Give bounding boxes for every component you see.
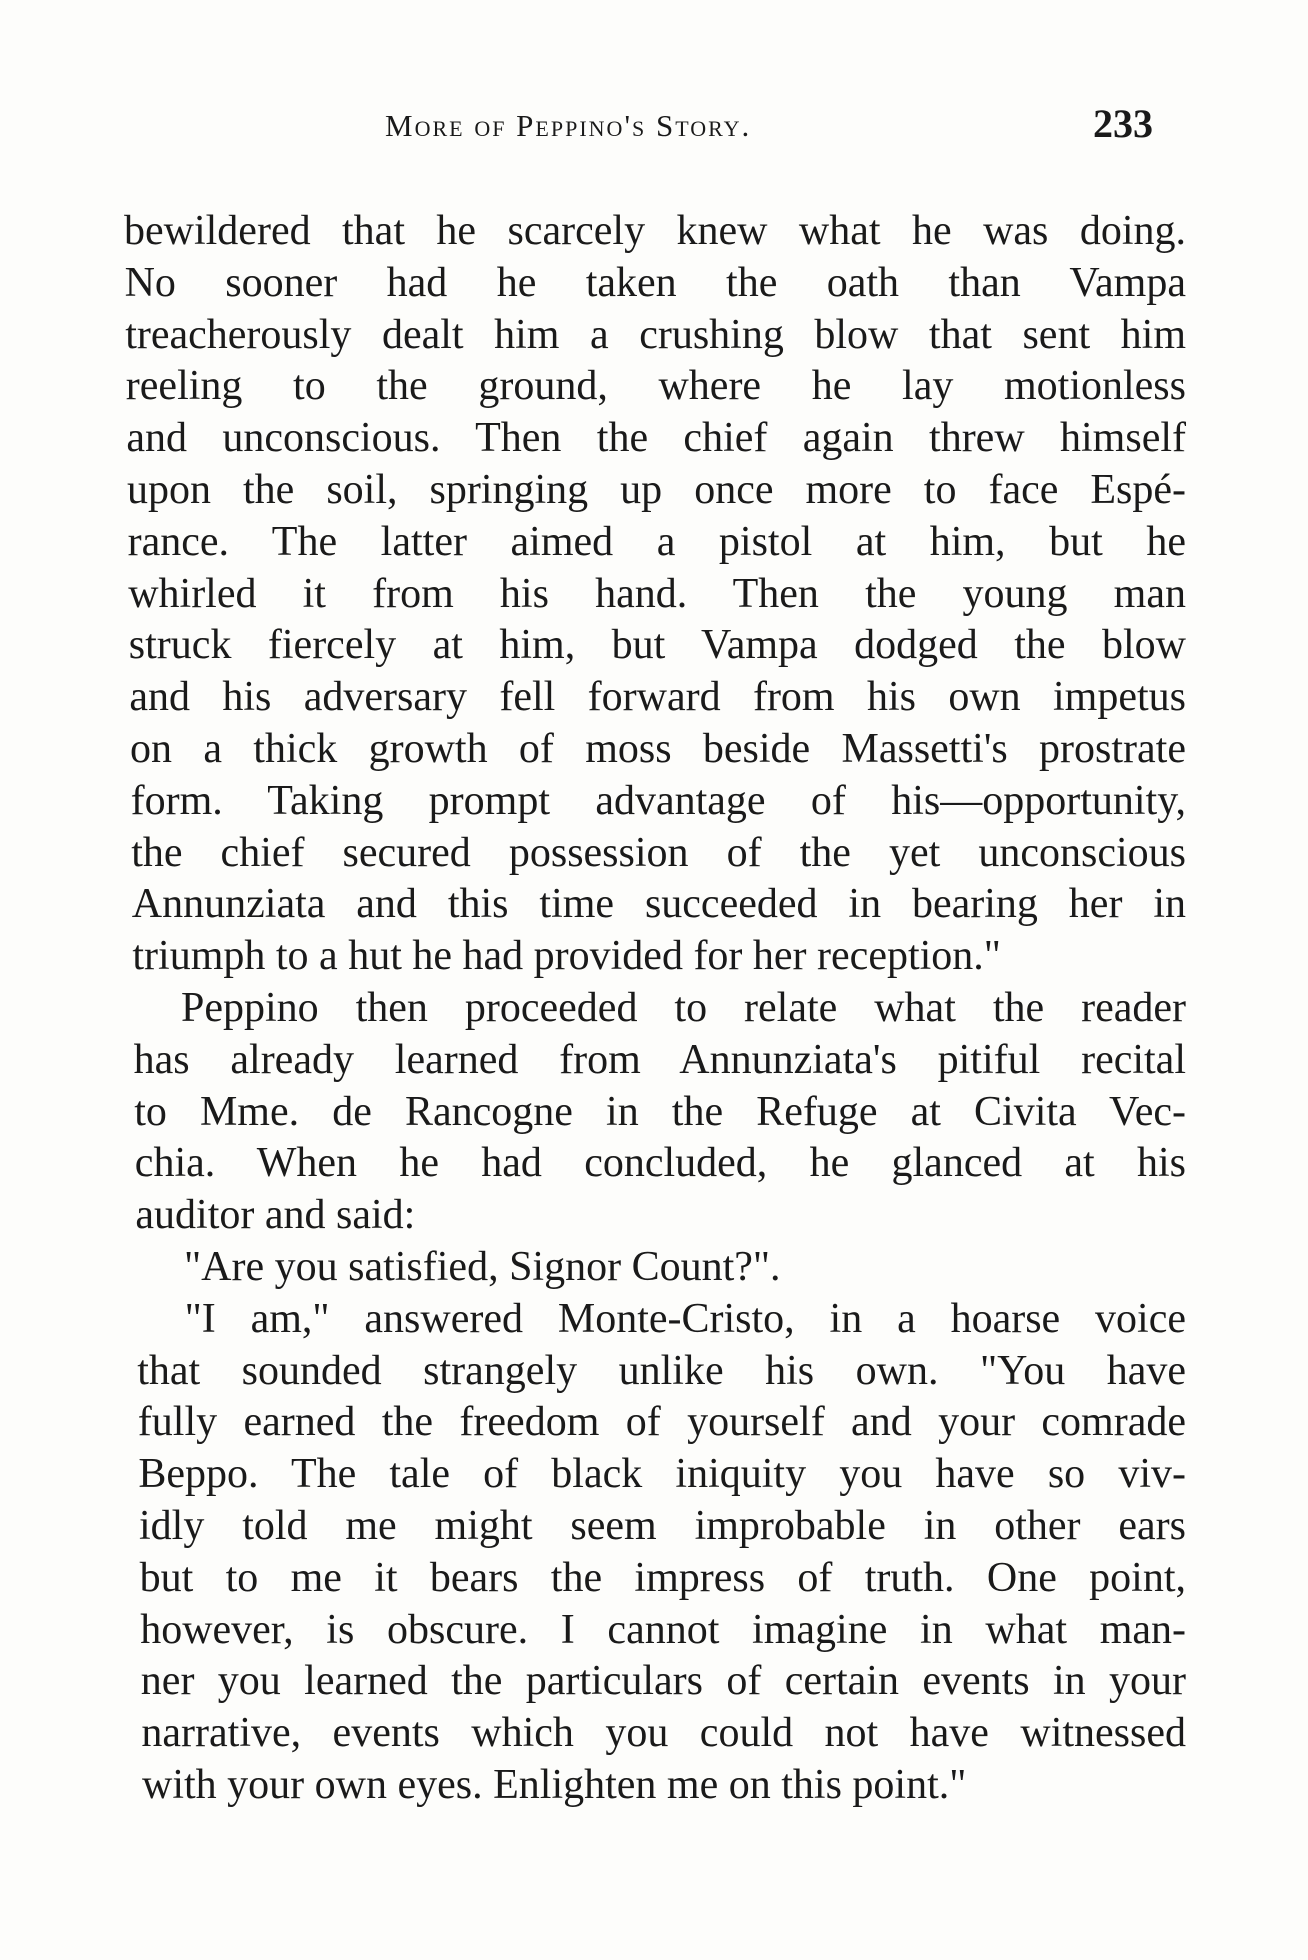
text-line: treacherously dealt him a crushing blow that sent him (125, 311, 1186, 358)
text-line: auditor and said: (135, 1192, 416, 1239)
text-line: Peppino then proceeded to relate what the reader (181, 984, 1186, 1031)
text-line: triumph to a hut he had provided for her reception." (132, 933, 1001, 980)
text-line: and unconscious. Then the chief again threw himself (126, 415, 1186, 462)
text-line: fully earned the freedom of yourself and your comrade (137, 1399, 1186, 1446)
page-header (0, 100, 1308, 150)
body-text (124, 206, 1186, 1812)
text-line: bewildered that he scarcely knew what he was doing. (124, 208, 1186, 254)
text-line: ner you learned the particulars of certain events in your (140, 1658, 1186, 1705)
text-line: on a thick growth of moss beside Massetti's prostrate (130, 725, 1186, 772)
text-line: "Are you satisfied, Signor Count?". (184, 1243, 781, 1290)
text-line: "I am," answered Monte-Cristo, in a hoarse voice (184, 1295, 1186, 1342)
text-line: has already learned from Annunziata's pitiful recital (133, 1036, 1186, 1083)
text-line: the chief secured possession of the yet unconscious (131, 829, 1186, 876)
text-line: form. Taking prompt advantage of his—opportunity, (130, 777, 1186, 824)
text-line: chia. When he had concluded, he glanced at his (134, 1140, 1186, 1187)
running-title: More of Peppino's Story. (385, 108, 752, 143)
text-line: Beppo. The tale of black iniquity you have so viv- (138, 1451, 1186, 1498)
text-line: that sounded strangely unlike his own. "You have (137, 1347, 1186, 1394)
text-line: and his adversary fell forward from his own impetus (129, 674, 1186, 721)
text-line: with your own eyes. Enlighten me on this point." (142, 1761, 967, 1808)
text-line: whirled it from his hand. Then the young man (128, 570, 1186, 617)
page-number: 233 (1093, 101, 1153, 146)
text-line: however, is obscure. I cannot imagine in what man- (140, 1606, 1186, 1653)
text-line: upon the soil, springing up once more to face Espé- (127, 466, 1186, 513)
text-line: Annunziata and this time succeeded in bearing her in (131, 881, 1186, 928)
text-line: reeling to the ground, where he lay motionless (125, 363, 1186, 410)
text-line: rance. The latter aimed a pistol at him, but he (127, 518, 1186, 565)
text-line: narrative, events which you could not have witnessed (141, 1710, 1186, 1757)
text-line: struck fiercely at him, but Vampa dodged the blow (128, 622, 1186, 669)
text-line: to Mme. de Rancogne in the Refuge at Civita Vec- (134, 1088, 1186, 1135)
text-line: No sooner had he taken the oath than Vampa (124, 259, 1186, 306)
text-line: but to me it bears the impress of truth. One point, (139, 1554, 1186, 1601)
text-line: idly told me might seem improbable in other ears (139, 1502, 1186, 1549)
